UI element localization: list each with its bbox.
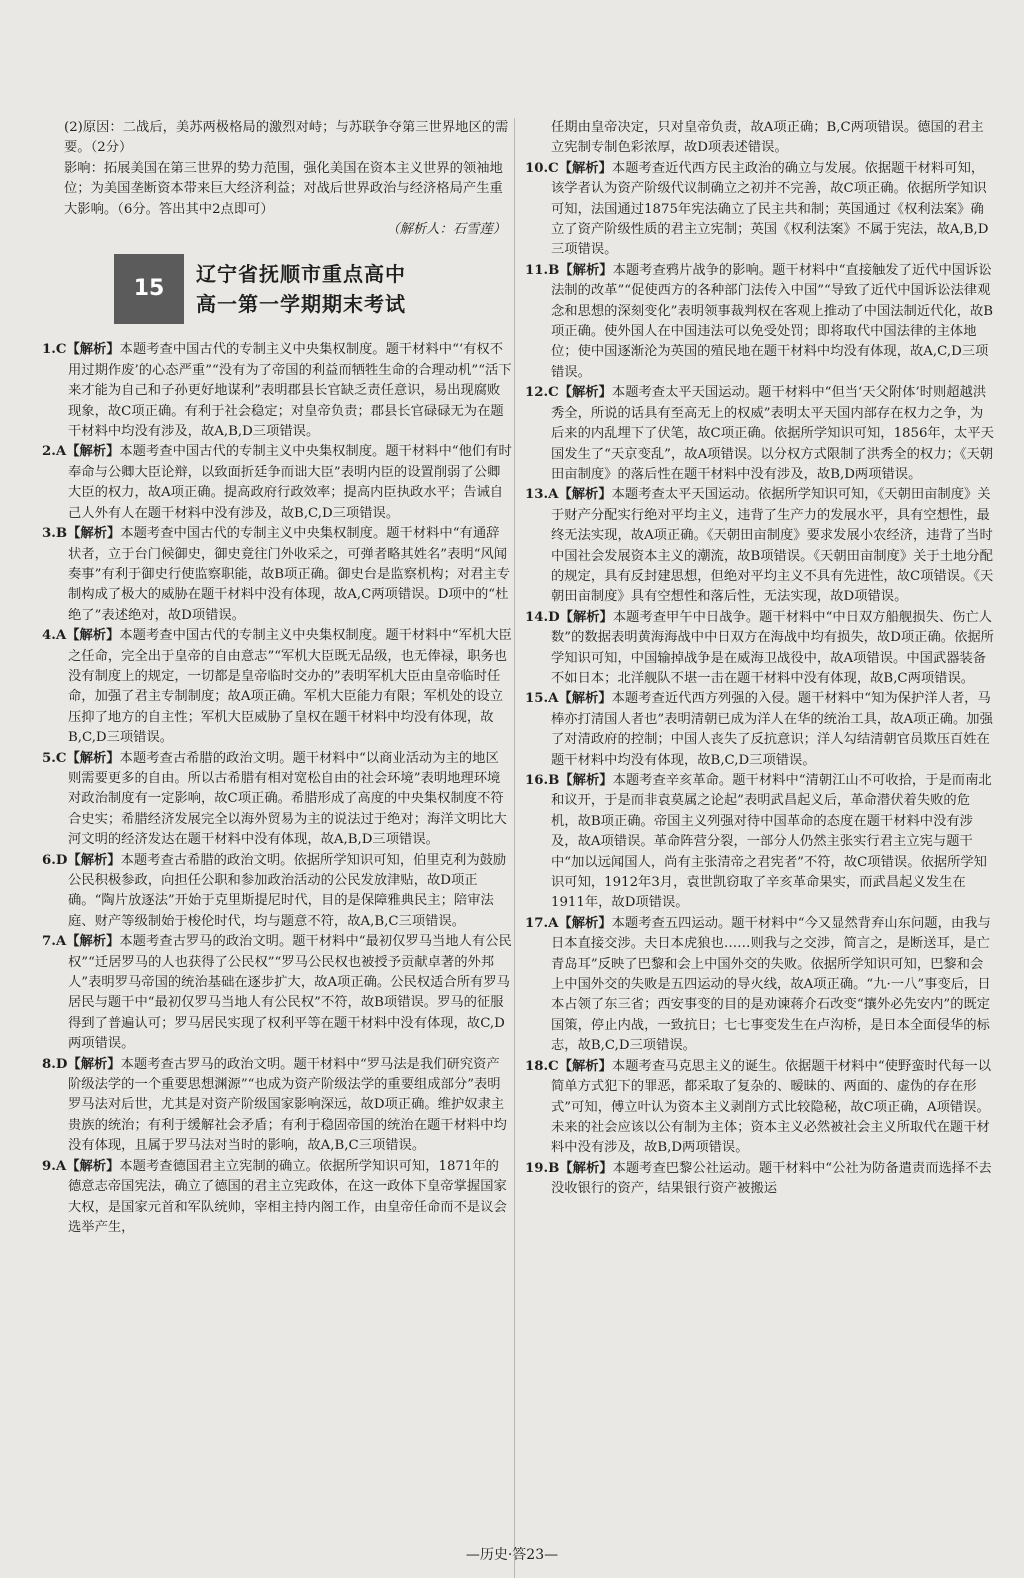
answer-item [42, 932, 512, 1054]
answer-number: 1.C [42, 342, 67, 358]
answer-item [525, 1159, 995, 1200]
answer-text: 任期由皇帝决定，只对皇帝负责，故A项正确；B,C两项错误。德国的君主立宪制专制色彩浓厚，故D项表述错误。 [551, 120, 984, 156]
answer-text: 本题考查古罗马的政治文明。题干材料中“罗马法是我们研究资产阶级法学的一个重要思想渊源”“也成为资产阶级法学的重要组成部分”表明罗马法对后世，尤其是对资产阶级国家影响深远，故D项正确。维护奴隶主贵族的统治；有利于缓解社会矛盾；有利于稳固帝国的统治在题干材料中均没有体现，且属于罗马法对当时的影响，故A,B,C三项错误。 [68, 1056, 507, 1154]
answer-item [42, 442, 512, 524]
answer-text: 本题考查古希腊的政治文明。依据所学知识可知，伯里克利为鼓励公民积极参政，向担任公职和参加政治活动的公民发放津贴，故D项正确。“陶片放逐法”开始于克里斯提尼时代，目的是保障雅典民主；陪审法庭、财产等级制始于梭伦时代，均与题意不符，故A,B,C三项错误。 [68, 852, 507, 929]
right-column [525, 118, 995, 1200]
column-divider [514, 118, 515, 1578]
analysis-tag: 【解析】 [558, 915, 612, 931]
answer-text: 本题考查中国古代的专制主义中央集权制度。题干材料中“‘有权不用过期作废’的心态严重”“没有为了帝国的利益而牺牲生命的合理动机”“活下来才能为自己和子孙更好地谋利”表明郡县长官缺乏责任意识，易出现腐败现象，故C项正确。有利于社会稳定；对皇帝负责；郡县长官碌碌无为在题干材料中均没有涉及，故A,B,D三项错误。 [68, 342, 512, 440]
right-answer-list [525, 118, 995, 1200]
answer-number: 10.C [525, 160, 559, 176]
answer-item [42, 1157, 512, 1239]
analysis-tag: 【解析】 [67, 852, 121, 868]
answer-item [525, 261, 995, 383]
answer-text: 本题考查马克思主义的诞生。依据题干材料中“使野蛮时代每一以简单方式犯下的罪恶，都采取了复杂的、暧昧的、两面的、虚伪的存在形式”可知，傅立叶认为资本主义剥削方式比较隐秘，故C项正确，A项错误。未来的社会应该以公有制为主体；资本主义必然被社会主义所取代在题干材料中没有涉及，故B,D两项错误。 [551, 1058, 992, 1156]
answer-number: 11.B [525, 262, 560, 278]
answer-text: 本题考查鸦片战争的影响。题干材料中“直接触发了近代中国诉讼法制的改革”“促使西方的各种部门法传入中国”“导致了近代中国诉讼法律观念和思想的深刻变化”表明领事裁判权在客观上推动了中国法制近代化，故B项正确。使外国人在中国违法可以免受处罚；即将取代中国法律的主体地位；使中国逐渐沦为英国的殖民地在题干材料中均没有体现，故A,C,D三项错误。 [551, 262, 994, 380]
answer-item [525, 485, 995, 607]
answer-text: 本题考查古希腊的政治文明。题干材料中“以商业活动为主的地区则需要更多的自由。所以古希腊有相对宽松自由的社会环境”表明地理环境对政治制度有一定影响，故C项正确。希腊形成了高度的中央集权制度不符合史实；希腊经济发展完全以海外贸易为主的说法过于绝对；海洋文明比大河文明的经济发达在题干材料中没有体现，故A,B,D三项错误。 [68, 750, 507, 848]
answer-text: 本题考查太平天国运动。依据所学知识可知，《天朝田亩制度》关于财产分配实行绝对平均主义，违背了生产力的发展水平，具有空想性，最终无法实现，故A项正确。《天朝田亩制度》要求发展小农经济，违背了当时中国社会发展资本主义的潮流，故B项错误。《天朝田亩制度》关于土地分配的规定，具有反封建思想，但绝对平均主义不具有先进性，故C项错误。《天朝田亩制度》具有空想性和落后性，无法实现，故D项错误。 [551, 487, 994, 605]
answer-number: 4.A [42, 628, 67, 644]
analysis-tag: 【解析】 [559, 262, 613, 278]
analysis-tag: 【解析】 [66, 934, 120, 950]
answer-text: 本题考查巴黎公社运动。题干材料中“公社为防备遣责而选择不去没收银行的资产，结果银行资产被搬运 [551, 1160, 992, 1197]
page-footer: —历史·答23— [465, 1547, 559, 1563]
answer-item [525, 159, 995, 261]
answer-text: 本题考查太平天国运动。题干材料中“但当‘天父附体’时则超越洪秀全，所说的话具有至高无上的权威”表明太平天国内部存在权力之争，为后来的内乱埋下了伏笔，故C项正确。依据所学知识可知，1856年，太平天国发生了“天京变乱”，故A项错误。以分权方式限制了洪秀全的权力；《天朝田亩制度》的落后性在题干材料中没有涉及，故B,D两项错误。 [551, 385, 994, 482]
answer-text: 本题考查近代西方民主政治的确立与发展。依据题干材料可知，该学者认为资产阶级代议制确立之初并不完善，故C项正确。依据所学知识可知，法国通过1875年宪法确立了民主共和制；英国通过《权利法案》确立了资产阶级性质的君主立宪制；英国《权利法案》不属于宪法，故A,B,D三项错误。 [551, 160, 989, 258]
analyst-credit: （解析人：石雪莲） [386, 222, 506, 238]
answer-number: 13.A [525, 487, 559, 503]
analysis-tag: 【解析】 [558, 160, 612, 176]
answer-text: 本题考查中国古代的专制主义中央集权制度。题干材料中“他们有时奉命与公卿大臣论辩，以致面折廷争而诎大臣”表明内臣的设置削弱了公卿大臣的权力，故A项正确。提高政府行政效率；提高内臣执政水平；告诫自己人外有人在题干材料中没有涉及，故B,C,D三项错误。 [68, 444, 512, 521]
intro-reason: (2)原因：二战后，美苏两极格局的激烈对峙；与苏联争夺第三世界地区的需要。（2分） [64, 120, 509, 156]
answer-item [42, 340, 512, 442]
section-title [196, 259, 406, 319]
answer-text: 本题考查中国古代的专制主义中央集权制度。题干材料中“有通辞状者，立于台门候御史，御史竟往门外收采之，可弹者略其姓名”表明“风闻奏事”有利于御史行使监察职能，故B项正确。御史台是监察机构；对君主专制构成了极大的威胁在题干材料中没有体现，故A,C两项错误。D项中的“杜绝了”表述绝对，故D项错误。 [68, 526, 511, 623]
answer-item [525, 771, 995, 914]
answer-number: 15.A [525, 691, 559, 707]
answer-text: 本题考查古罗马的政治文明。题干材料中“最初仅罗马当地人有公民权”“迁居罗马的人也获得了公民权”“罗马公民权也被授予贡献卓著的外邦人”表明罗马帝国的统治基础在逐步扩大，故A项正确。公民权适合所有罗马居民与题干中“最初仅罗马当地人有公民权”不符，故B项错误。罗马的征服得到了普遍认可；罗马居民实现了权利平等在题干材料中没有体现，故C,D两项错误。 [68, 934, 512, 1052]
answer-item [42, 851, 512, 933]
answer-item [525, 689, 995, 771]
answer-item [525, 914, 995, 1057]
analysis-tag: 【解析】 [66, 342, 120, 358]
answer-number: 14.D [525, 609, 560, 625]
answer-number: 17.A [525, 915, 559, 931]
section-header [114, 254, 512, 324]
answer-item [525, 383, 995, 485]
analysis-tag: 【解析】 [558, 1058, 612, 1074]
analysis-tag: 【解析】 [559, 1160, 613, 1176]
analysis-tag: 【解析】 [66, 1158, 120, 1174]
answer-number: 18.C [525, 1058, 559, 1074]
answer-number: 2.A [42, 444, 67, 460]
analysis-tag: 【解析】 [66, 444, 120, 460]
answer-text: 本题考查辛亥革命。题干材料中“清朝江山不可收拾，于是而南北和议开，于是而非袁莫属之论起”表明武昌起义后，革命潜伏着失败的危机，故B项正确。帝国主义列强对待中国革命的态度在题干材料中没有涉及，故A项错误。革命阵营分裂，一部分人仍然主张实行君主立宪与题干中“加以远闻国人，尚有主张清帝之君宪者”不符，故C项错误。依据所学知识可知，1912年3月，袁世凯窃取了辛亥革命果实，而武昌起义发生在1911年，故D项错误。 [551, 773, 992, 911]
answer-item [42, 626, 512, 748]
answer-text: 本题考查中国古代的专制主义中央集权制度。题干材料中“军机大臣之任命，完全出于皇帝的自由意志”“军机大臣既无品级，也无俸禄，职务也没有制度上的规定，一切都是皇帝临时交办的”表明军机大臣由皇帝临时任命，加强了君主专制制度；故A项正确。军机大臣能力有限；军机处的设立压抑了地方的自主性；军机大臣威胁了皇权在题干材料中均没有体现，故B,C,D三项错误。 [68, 628, 512, 746]
answer-number: 12.C [525, 385, 559, 401]
answer-number: 9.A [42, 1158, 67, 1174]
section-number-badge: 15 [114, 254, 184, 324]
answer-item [42, 524, 512, 626]
answer-number: 5.C [42, 750, 67, 766]
analysis-tag: 【解析】 [67, 1056, 121, 1072]
answer-number: 16.B [525, 773, 560, 788]
section-title-line2: 高一第一学期期末考试 [196, 292, 406, 317]
intro-impact: 影响：拓展美国在第三世界的势力范围，强化美国在资本主义世界的领袖地位；为美国垄断资本带来巨大经济利益；对战后世界政治与经济格局产生重大影响。（6分。答出其中2点即可） [64, 160, 503, 217]
answer-number: 6.D [42, 852, 68, 868]
answer-number: 7.A [42, 934, 67, 950]
answer-item [525, 1057, 995, 1159]
analysis-tag: 【解析】 [66, 750, 120, 766]
answer-item [42, 1055, 512, 1157]
analysis-tag: 【解析】 [559, 773, 613, 788]
analysis-tag: 【解析】 [558, 691, 612, 707]
answer-number: 19.B [525, 1160, 560, 1176]
answer-item [525, 118, 995, 159]
answer-number: 8.D [42, 1056, 68, 1072]
answer-number: 3.B [42, 526, 68, 542]
section-title-line1: 辽宁省抚顺市重点高中 [196, 262, 406, 287]
analysis-tag: 【解析】 [66, 628, 120, 644]
analysis-tag: 【解析】 [67, 526, 121, 542]
answer-text: 本题考查五四运动。题干材料中“今又显然背弃山东问题，由我与日本直接交涉。夫日本虎狼也……则我与之交涉，简言之，是断送耳，是亡青岛耳”反映了巴黎和会上中国外交的失败。依据所学知识可知，巴黎和会上中国外交的失败是五四运动的导火线，故A项正确。“九·一八”事变后，日本占领了东三省；西安事变的目的是劝谏蒋介石改变“攘外必先安内”的既定国策，停止内战，一致抗日；七七事变发生在卢沟桥，是日本全面侵华的标志，故B,C,D三项错误。 [551, 915, 991, 1054]
analysis-tag: 【解析】 [558, 385, 612, 401]
answer-item [42, 749, 512, 851]
analysis-tag: 【解析】 [558, 487, 612, 503]
answer-text: 本题考查近代西方列强的入侵。题干材料中“知为保护洋人者，马棒亦打清国人者也”表明清朝已成为洋人在华的统治工具，故A项正确。加强了对清政府的控制；中国人丧失了反抗意识；洋人勾结清朝官员欺压百姓在题干材料中均没有体现，故B,C,D三项错误。 [551, 691, 993, 768]
answer-text: 本题考查甲午中日战争。题干材料中“中日双方船舰损失、伤亡人数”的数据表明黄海海战中中日双方在海战中均有损失，故D项正确。依据所学知识可知，中国输掉战争是在威海卫战役中，故A项错误。中国武器装备不如日本；北洋舰队不堪一击在题干材料中没有体现，故B,C两项错误。 [551, 609, 994, 686]
left-answer-list [42, 340, 512, 1238]
answer-item [525, 608, 995, 690]
answer-text: 本题考查德国君主立宪制的确立。依据所学知识可知，1871年的德意志帝国宪法，确立了德国的君主立宪政体，在这一政体下皇帝掌握国家大权，是国家元首和军队统帅，宰相主持内阁工作，由皇帝任命而不是议会选举产生， [68, 1158, 507, 1235]
left-column [42, 118, 512, 1238]
analysis-tag: 【解析】 [559, 609, 613, 625]
